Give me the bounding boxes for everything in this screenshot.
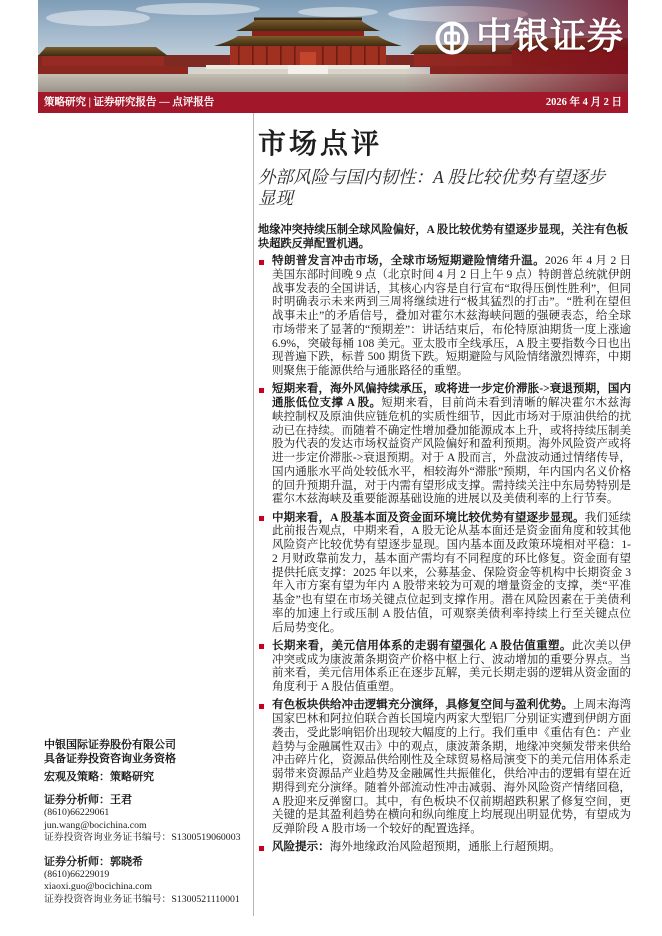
- report-subtitle: 外部风险与国内韧性：A 股比较优势有望逐步显现: [258, 167, 606, 208]
- analyst-card: [44, 793, 250, 845]
- company-name: 中银国际证券股份有限公司: [44, 739, 176, 751]
- point-body: 上周末海湾国家巴林和阿拉伯联合酋长国境内两家大型铝厂分别证实遭到伊朗方面袭击，受此影响铝价出现较大幅度的上行。我们重申《重估有色：产业趋势与金融属性双击》中的观点，康波萧条期，地缘冲突频发带来供给冲击碎片化，资源品供给刚性及全球贸易格局演变下的美元信用体系走弱带来资源品产业趋势及金融属性共振催化，供给冲击的逻辑有望在近期得到充分演绎。随着外部流动性冲击减弱、海外风险资产情绪回稳，A 股迎来反弹窗口。其中，有色板块不仅前期超跌积累了修复空间，更关键的是其盈利趋势在横向和纵向维度上均展现出明显优势，有望成为反弹阶段 A 股市场一个较好的配置选择。: [272, 699, 631, 835]
- key-point: [258, 383, 631, 507]
- point-body: 此次美以伊冲突或成为康波萧条期资产价格中枢上行、波动增加的重要分界点。当前来看，美元信用体系正在逐步瓦解，美元长期走弱的逻辑从资金面的角度利于 A 股估值重塑。: [272, 639, 631, 693]
- boc-coin-logo-icon: [435, 21, 469, 55]
- report-summary: 地缘冲突持续压制全球风险偏好，A 股比较优势有望逐步显现，关注有色板块超跌反弹配置机遇。: [258, 224, 628, 250]
- key-point: [258, 640, 631, 695]
- red-square-bullet-icon: [259, 704, 264, 709]
- report-title: 市场点评: [258, 127, 383, 160]
- point-lead: 风险提示：: [272, 841, 330, 854]
- analyst-email: xiaoxi.guo@bocichina.com: [44, 881, 153, 892]
- analyst-sidebar: [44, 738, 250, 906]
- key-point: [258, 699, 631, 837]
- report-category-bar: [38, 92, 628, 113]
- analyst-phone: (8610)66229019: [44, 868, 110, 880]
- red-square-bullet-icon: [259, 644, 264, 649]
- analyst-license: 证券投资咨询业务证书编号：S1300521110001: [44, 893, 240, 905]
- point-body: 2026 年 4 月 2 日美国东部时间晚 9 点（北京时间 4 月 2 日上午 9 点）特朗普总统就伊朗战事发表的全国讲话，其核心内容是自行宣布“取得压倒性胜利”，但同时明确表示未来两到三周将继续进行“极其猛烈的打击”。“胜利在望但战事未止”的矛盾信号，叠加对霍尔木兹海峡问题的强硬表态，给全球市场带来了显著的“预期差”：讲话结束后，布伦特原油期货一度上涨逾 6.9%，突破每桶 108 美元。亚太股市全线承压，A 股主要指数今日也出现普遍下跌，标普 500 期货下跌。短期避险与风险情绪激烈博弈，中期则聚焦于能源供给与通胀路径的重塑。: [272, 255, 632, 377]
- analyst-phone: (8610)66229061: [44, 807, 110, 818]
- point-lead: 长期来看，美元信用体系的走弱有望强化 A 股估值重塑。: [272, 639, 572, 652]
- key-point: [258, 512, 631, 636]
- report-date: 2026 年 4 月 2 日: [545, 97, 622, 108]
- analyst-email: jun.wang@bocichina.com: [44, 819, 147, 831]
- point-lead: 中期来看，A 股基本面及资金面环境比较优势有望逐步显现。: [272, 511, 585, 524]
- column-divider: [253, 113, 254, 916]
- point-body: 短期来看，目前尚未看到清晰的解决霍尔木兹海峡控制权及原油供应链危机的实质性细节，因此市场对于原油供给的扰动已在持续。而随着不确定性增加叠加能源成本上升，或将持续压制美股为代表的发达市场权益资产风险偏好和盈利预期。海外风险资产或将进一步定价滞胀->衰退预期。对于 A 股而言，外盘波动通过情绪传导，国内通胀水平尚处较低水平，相较海外“滞胀”预期，年内国内名义价格的回升预期升温，对于内需有望形成支撑。需持续关注中东局势特别是霍尔木兹海峡及重要能源基础设施的进展以及美债利率的上行节奏。: [272, 397, 631, 506]
- brand-name: 中银证券: [476, 16, 625, 57]
- analyst-card: [44, 855, 250, 907]
- analyst-title: 证券分析师：王君: [44, 794, 132, 806]
- red-square-bullet-icon: [259, 388, 264, 393]
- analyst-title: 证券分析师：郭晓希: [44, 855, 143, 868]
- red-square-bullet-icon: [259, 846, 264, 851]
- key-points-list: [258, 255, 631, 860]
- point-lead: 特朗普发言冲击市场，全球市场短期避险情绪升温。: [272, 255, 546, 267]
- company-qualification: 具备证券投资咨询业务资格: [44, 753, 176, 765]
- point-body: 海外地缘政治风险超预期，通胀上行超预期。: [329, 841, 561, 854]
- point-lead: 短期来看，海外风偏持续承压，或将进一步定价滞胀->衰退预期，国内通胀低位支撑 A 股。: [272, 383, 631, 409]
- risk-warning: [258, 841, 631, 855]
- report-category: 策略研究 | 证券研究报告 — 点评报告: [44, 97, 215, 108]
- point-lead: 有色板块供给冲击逻辑充分演绎，具修复空间与盈利优势。: [272, 699, 574, 712]
- analyst-license: 证券投资咨询业务证书编号：S1300519060003: [44, 832, 241, 843]
- red-square-bullet-icon: [259, 260, 264, 265]
- point-body: 我们延续此前报告观点，中期来看，A 股无论从基本面还是资金面角度和较其他风险资产比较优势有望逐步显现。国内基本面及政策环境相对平稳：1-2 月财政靠前发力，基本面产需均有不同程度的环比修复。资金面有望提供托底支撑：2025 年以来，公募基金、保险资金等机构中长期资金 3 年入市方案有望为年内 A 股带来较为可观的增量资金的支撑，类“平准基金”也有望在市场关键点位起到支撑作用。潜在风险因素在于美债利率的加速上行或压制 A 股估值，可观察美债利率持续上行至关键点位后局势变化。: [272, 511, 631, 634]
- red-square-bullet-icon: [259, 516, 264, 521]
- key-point: [258, 255, 631, 379]
- research-team: 宏观及策略：策略研究: [44, 771, 154, 783]
